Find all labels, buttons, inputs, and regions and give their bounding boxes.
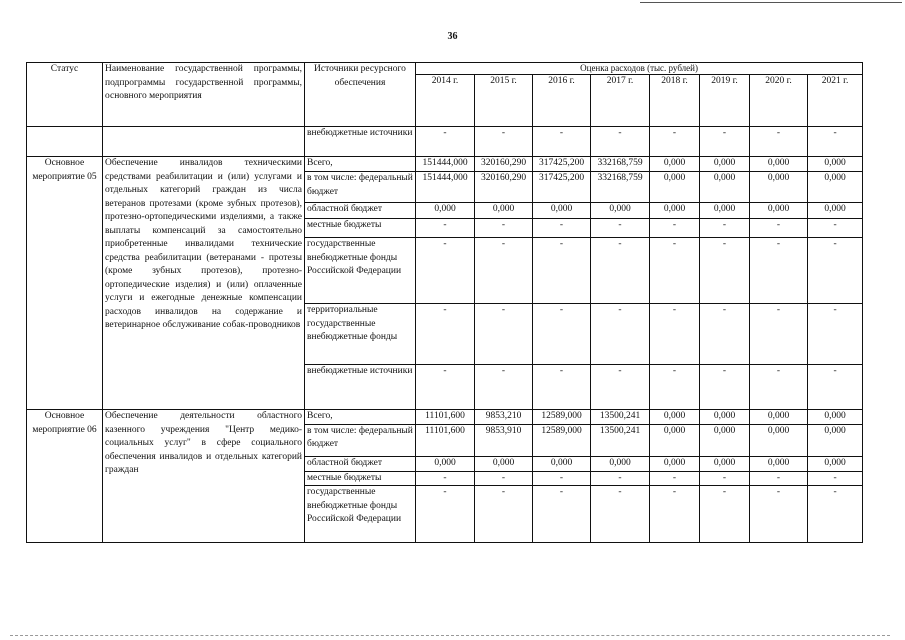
- value-cell: 0,000: [475, 203, 533, 219]
- value-cell: -: [808, 127, 863, 157]
- value-cell: -: [533, 304, 591, 365]
- value-cell: -: [416, 365, 475, 410]
- header-year: 2018 г.: [650, 75, 700, 127]
- value-cell: 0,000: [808, 203, 863, 219]
- value-cell: -: [808, 238, 863, 304]
- value-cell: 317425,200: [533, 157, 591, 172]
- value-cell: -: [650, 238, 700, 304]
- header-year: 2016 г.: [533, 75, 591, 127]
- value-cell: 0,000: [750, 456, 808, 471]
- value-cell: 320160,290: [475, 172, 533, 203]
- value-cell: -: [475, 365, 533, 410]
- value-cell: 0,000: [650, 424, 700, 456]
- bottom-dashed-rule: [10, 635, 890, 636]
- source-cell: в том числе: федеральный бюджет: [305, 172, 416, 203]
- value-cell: -: [475, 486, 533, 543]
- status-cell: Основное мероприятие 06: [27, 410, 103, 543]
- header-year: 2015 г.: [475, 75, 533, 127]
- value-cell: -: [750, 486, 808, 543]
- header-year: 2021 г.: [808, 75, 863, 127]
- header-year: 2020 г.: [750, 75, 808, 127]
- value-cell: 320160,290: [475, 157, 533, 172]
- value-cell: 151444,000: [416, 157, 475, 172]
- value-cell: -: [650, 486, 700, 543]
- value-cell: 0,000: [808, 456, 863, 471]
- value-cell: 12589,000: [533, 410, 591, 425]
- header-estimate: Оценка расходов (тыс. рублей): [416, 63, 863, 75]
- table-row: [27, 127, 863, 157]
- value-cell: 151444,000: [416, 172, 475, 203]
- value-cell: -: [475, 304, 533, 365]
- value-cell: -: [750, 238, 808, 304]
- source-cell: областной бюджет: [305, 203, 416, 219]
- empty-cell: [27, 127, 103, 157]
- value-cell: 9853,910: [475, 424, 533, 456]
- empty-cell: [103, 127, 305, 157]
- value-cell: 0,000: [650, 410, 700, 425]
- source-cell: местные бюджеты: [305, 471, 416, 486]
- value-cell: -: [533, 486, 591, 543]
- header-year: 2014 г.: [416, 75, 475, 127]
- page-number: 36: [447, 31, 458, 42]
- expense-table: [26, 62, 863, 543]
- value-cell: -: [475, 127, 533, 157]
- value-cell: 0,000: [650, 456, 700, 471]
- value-cell: -: [650, 219, 700, 238]
- value-cell: 0,000: [700, 456, 750, 471]
- value-cell: -: [808, 219, 863, 238]
- value-cell: -: [591, 219, 650, 238]
- top-rule: [640, 2, 902, 3]
- value-cell: -: [750, 365, 808, 410]
- source-cell: государственные внебюджетные фонды Российской Федерации: [305, 238, 416, 304]
- value-cell: 317425,200: [533, 172, 591, 203]
- value-cell: 0,000: [650, 172, 700, 203]
- value-cell: -: [700, 304, 750, 365]
- value-cell: -: [533, 219, 591, 238]
- value-cell: -: [416, 238, 475, 304]
- value-cell: 332168,759: [591, 172, 650, 203]
- value-cell: 0,000: [591, 456, 650, 471]
- value-cell: -: [650, 471, 700, 486]
- source-cell: территориальные государственные внебюджетные фонды: [305, 304, 416, 365]
- table-row: [27, 410, 863, 425]
- value-cell: 0,000: [591, 203, 650, 219]
- value-cell: 0,000: [700, 424, 750, 456]
- value-cell: -: [750, 127, 808, 157]
- source-cell: в том числе: федеральный бюджет: [305, 424, 416, 456]
- value-cell: -: [416, 304, 475, 365]
- value-cell: -: [591, 127, 650, 157]
- value-cell: -: [475, 471, 533, 486]
- measure-name-cell: Обеспечение инвалидов техническими средствами реабилитации и (или) услугами и отдельных категорий граждан из числа ветеранов протезами (кроме зубных протезов), протезно-ортопедическими изделиями, а также выплаты компенсаций за самостоятельно приобретенные инвалидами технические средства реабилитации (ветеранами - протезы (кроме зубных протезов), протезно-ортопедические изделия) и (или) оплаченные услуги и ежегодные денежные компенсации расходов инвалидов на содержание и ветеринарное обслуживание собак-проводников: [103, 157, 305, 410]
- value-cell: 0,000: [700, 410, 750, 425]
- value-cell: 332168,759: [591, 157, 650, 172]
- value-cell: 0,000: [750, 424, 808, 456]
- value-cell: -: [750, 471, 808, 486]
- header-status: Статус: [27, 63, 103, 127]
- value-cell: -: [700, 365, 750, 410]
- value-cell: -: [416, 471, 475, 486]
- value-cell: 0,000: [700, 203, 750, 219]
- value-cell: -: [700, 471, 750, 486]
- value-cell: -: [700, 238, 750, 304]
- value-cell: -: [416, 219, 475, 238]
- status-cell: Основное мероприятие 05: [27, 157, 103, 410]
- value-cell: 0,000: [808, 410, 863, 425]
- value-cell: 0,000: [533, 203, 591, 219]
- value-cell: -: [808, 365, 863, 410]
- value-cell: -: [591, 365, 650, 410]
- value-cell: 0,000: [533, 456, 591, 471]
- source-cell: внебюджетные источники: [305, 365, 416, 410]
- value-cell: -: [650, 304, 700, 365]
- value-cell: 0,000: [750, 410, 808, 425]
- value-cell: 0,000: [750, 157, 808, 172]
- value-cell: -: [808, 486, 863, 543]
- value-cell: -: [533, 365, 591, 410]
- header-name: Наименование государственной программы, подпрограммы государственной программы, основного мероприятия: [103, 63, 305, 127]
- source-cell: Всего,: [305, 157, 416, 172]
- value-cell: 0,000: [475, 456, 533, 471]
- value-cell: -: [416, 486, 475, 543]
- value-cell: -: [475, 219, 533, 238]
- value-cell: -: [700, 486, 750, 543]
- value-cell: 11101,600: [416, 424, 475, 456]
- value-cell: -: [700, 219, 750, 238]
- value-cell: 0,000: [700, 172, 750, 203]
- value-cell: -: [808, 304, 863, 365]
- value-cell: -: [700, 127, 750, 157]
- value-cell: -: [416, 127, 475, 157]
- value-cell: 9853,210: [475, 410, 533, 425]
- value-cell: 0,000: [416, 203, 475, 219]
- value-cell: 0,000: [808, 172, 863, 203]
- value-cell: -: [533, 127, 591, 157]
- table-row: [27, 157, 863, 172]
- value-cell: 0,000: [750, 203, 808, 219]
- header-year: 2017 г.: [591, 75, 650, 127]
- value-cell: 0,000: [700, 157, 750, 172]
- value-cell: -: [533, 238, 591, 304]
- value-cell: -: [750, 304, 808, 365]
- value-cell: 0,000: [650, 203, 700, 219]
- value-cell: -: [475, 238, 533, 304]
- source-cell: областной бюджет: [305, 456, 416, 471]
- value-cell: -: [591, 471, 650, 486]
- value-cell: -: [650, 365, 700, 410]
- value-cell: -: [591, 304, 650, 365]
- header-sources: Источники ресурсного обеспечения: [305, 63, 416, 127]
- value-cell: -: [533, 471, 591, 486]
- value-cell: -: [750, 219, 808, 238]
- value-cell: 0,000: [750, 172, 808, 203]
- source-cell: государственные внебюджетные фонды Российской Федерации: [305, 486, 416, 543]
- value-cell: -: [808, 471, 863, 486]
- value-cell: 13500,241: [591, 410, 650, 425]
- measure-name-cell: Обеспечение деятельности областного казенного учреждения "Центр медико-социальных услуг" в сфере социального обеспечения инвалидов и отдельных категорий граждан: [103, 410, 305, 543]
- value-cell: 0,000: [808, 157, 863, 172]
- source-cell: Всего,: [305, 410, 416, 425]
- value-cell: 12589,000: [533, 424, 591, 456]
- value-cell: 0,000: [650, 157, 700, 172]
- value-cell: 11101,600: [416, 410, 475, 425]
- value-cell: 13500,241: [591, 424, 650, 456]
- source-cell: местные бюджеты: [305, 219, 416, 238]
- value-cell: -: [650, 127, 700, 157]
- source-cell: внебюджетные источники: [305, 127, 416, 157]
- value-cell: 0,000: [808, 424, 863, 456]
- value-cell: -: [591, 486, 650, 543]
- header-year: 2019 г.: [700, 75, 750, 127]
- value-cell: -: [591, 238, 650, 304]
- value-cell: 0,000: [416, 456, 475, 471]
